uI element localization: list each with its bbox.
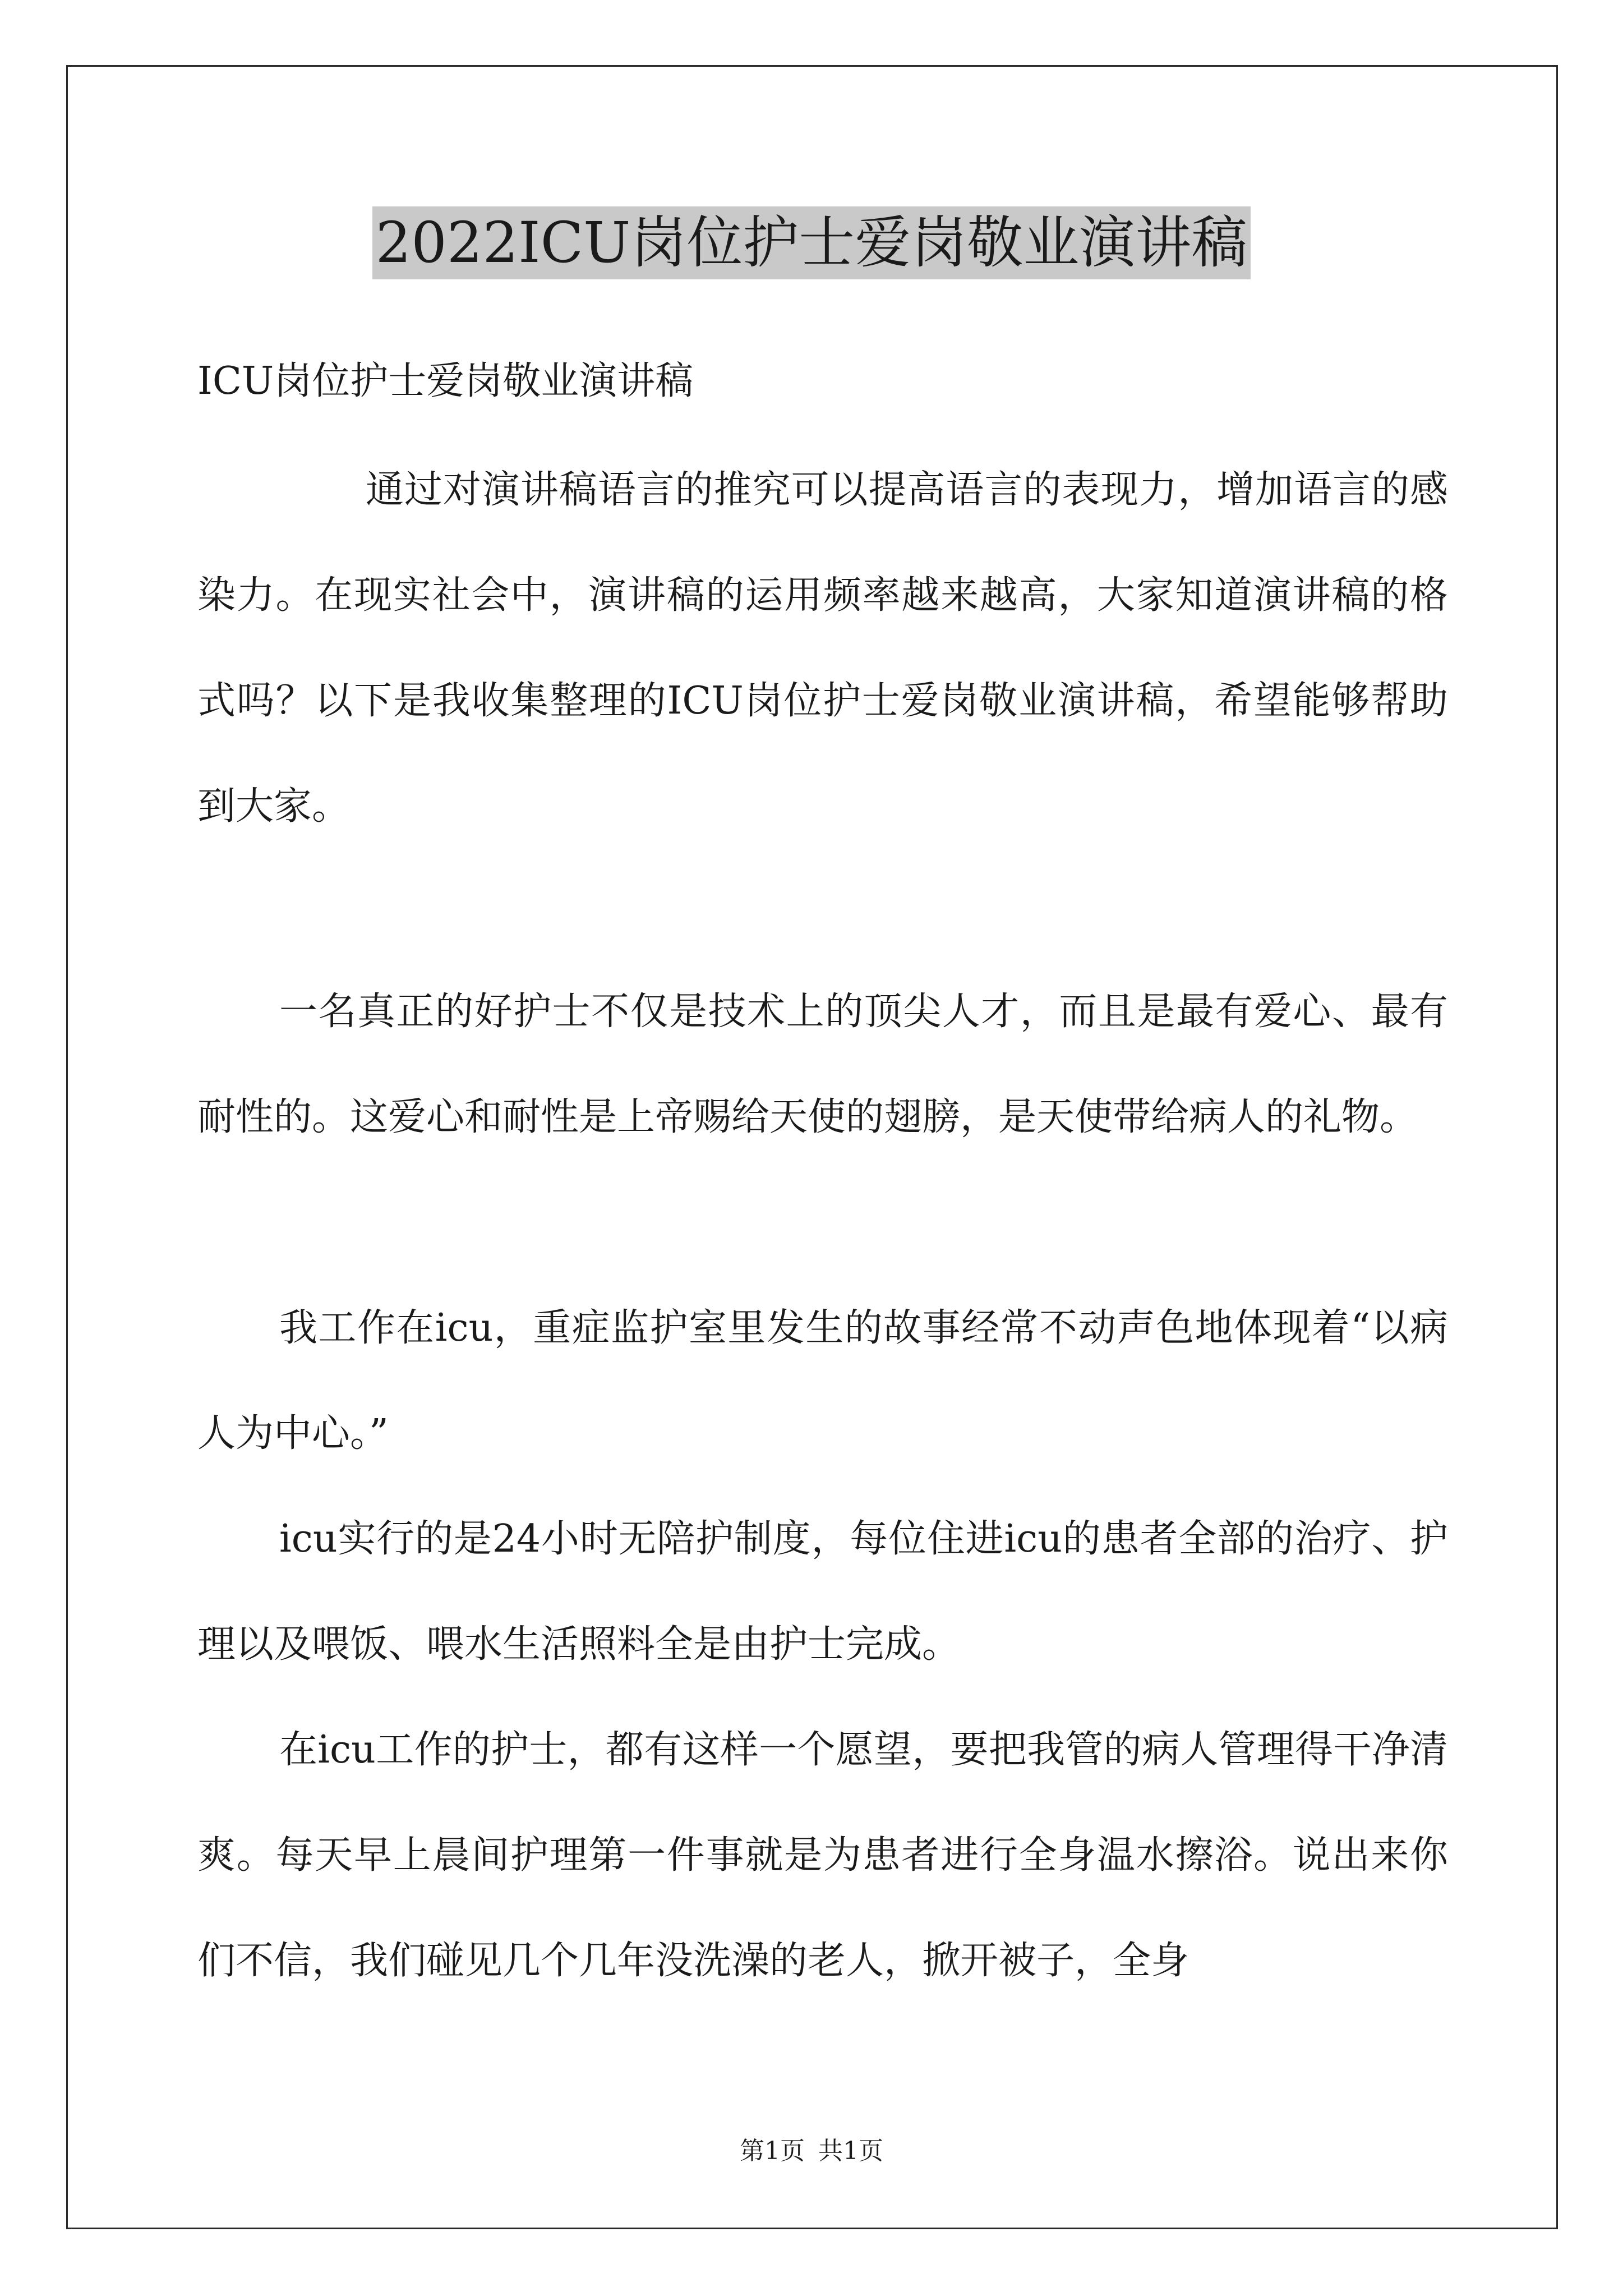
paragraph-intro: 通过对演讲稿语言的推究可以提高语言的表现力，增加语言的感染力。在现实社会中，演讲稿的运用频率越来越高，大家知道演讲稿的格式吗？以下是我收集整理的ICU岗位护士爱岗敬业演讲稿，希望能够帮助到大家。 xyxy=(197,468,1448,829)
paragraph: 我工作在icu，重症监护室里发生的故事经常不动声色地体现着“以病人为中心。” xyxy=(197,1306,1448,1456)
paragraph: 在icu工作的护士，都有这样一个愿望，要把我管的病人管理得干净清爽。每天早上晨间护理第一件事就是为患者进行全身温水擦浴。说出来你们不信，我们碰见几个几年没洗澡的老人，掀开被子，全身 xyxy=(197,1728,1448,1983)
title-container xyxy=(0,206,1623,279)
page-footer: 第1页 共1页 xyxy=(740,2137,883,2165)
document-subtitle: ICU岗位护士爱岗敬业演讲稿 xyxy=(197,359,694,403)
paragraph: 一名真正的好护士不仅是技术上的顶尖人才，而且是最有爱心、最有耐性的。这爱心和耐性是上帝赐给天使的翅膀，是天使带给病人的礼物。 xyxy=(197,990,1448,1139)
document-title: 2022ICU岗位护士爱岗敬业演讲稿 xyxy=(372,206,1251,279)
paragraph: icu实行的是24小时无陪护制度，每位住进icu的患者全部的治疗、护理以及喂饭、喂水生活照料全是由护士完成。 xyxy=(197,1517,1448,1667)
